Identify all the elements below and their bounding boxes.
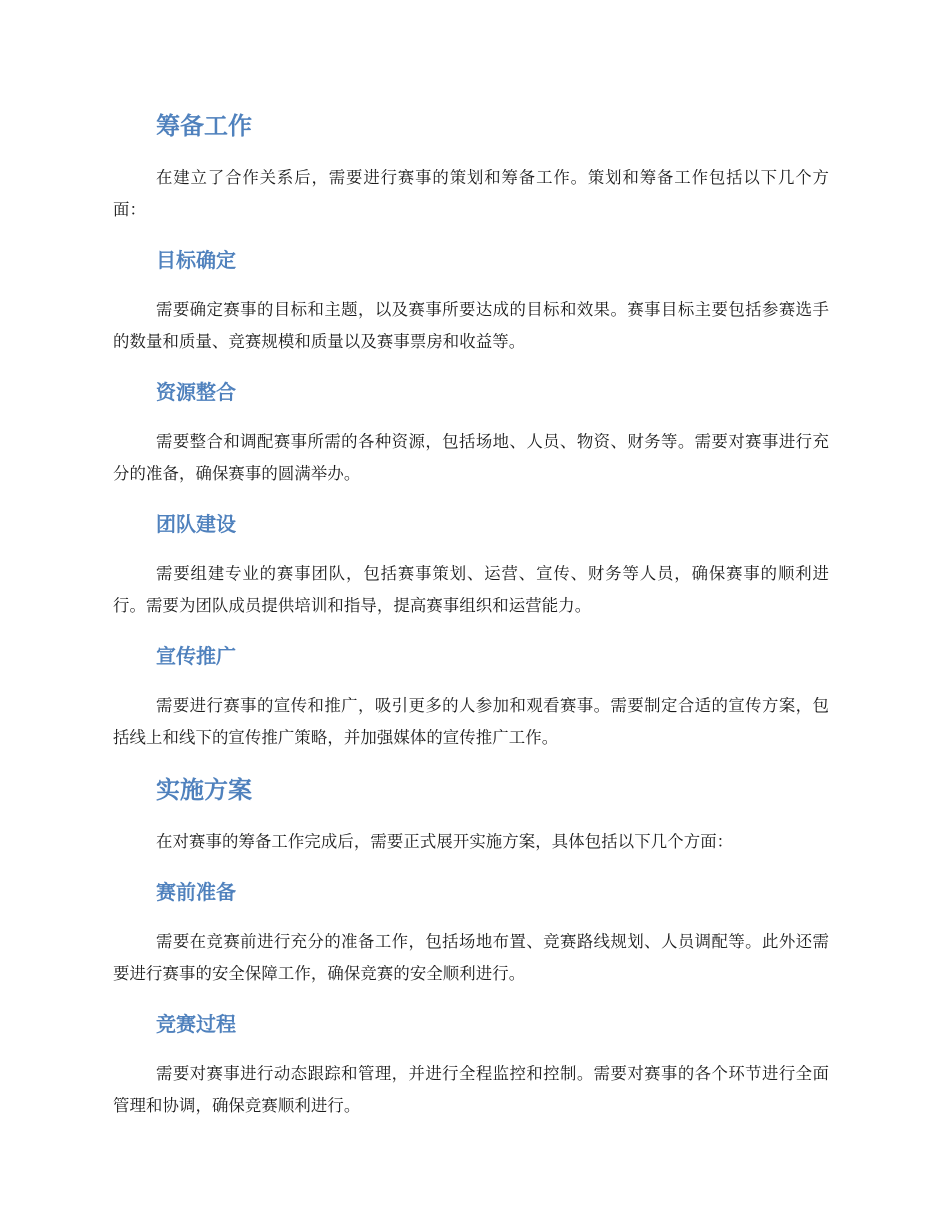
subsection-text-pre-race: 需要在竞赛前进行充分的准备工作，包括场地布置、竞赛路线规划、人员调配等。此外还需要进行赛事的安全保障工作，确保竞赛的安全顺利进行。 — [113, 932, 829, 983]
subsection-title-race-process: 竞赛过程 — [156, 1012, 236, 1036]
subsection-title-team: 团队建设 — [156, 512, 236, 536]
subsection-title-pre-race: 赛前准备 — [156, 880, 236, 904]
subsection-text-goal: 需要确定赛事的目标和主题，以及赛事所要达成的目标和效果。赛事目标主要包括参赛选手的数量和质量、竞赛规模和质量以及赛事票房和收益等。 — [113, 300, 829, 351]
subsection-text-team: 需要组建专业的赛事团队，包括赛事策划、运营、宣传、财务等人员，确保赛事的顺利进行。需要为团队成员提供培训和指导，提高赛事组织和运营能力。 — [113, 564, 829, 615]
document-body — [113, 104, 829, 1122]
section-intro-implementation: 在对赛事的筹备工作完成后，需要正式展开实施方案，具体包括以下几个方面： — [156, 832, 734, 851]
section-title-implementation: 实施方案 — [156, 776, 252, 804]
subsection-title-resources: 资源整合 — [156, 380, 236, 404]
subsection-title-goal: 目标确定 — [156, 248, 236, 272]
section-title-preparation: 筹备工作 — [156, 112, 252, 140]
subsection-text-resources: 需要整合和调配赛事所需的各种资源，包括场地、人员、物资、财务等。需要对赛事进行充分的准备，确保赛事的圆满举办。 — [113, 432, 829, 483]
section-intro-preparation: 在建立了合作关系后，需要进行赛事的策划和筹备工作。策划和筹备工作包括以下几个方面： — [113, 168, 829, 219]
subsection-text-race-process: 需要对赛事进行动态跟踪和管理，并进行全程监控和控制。需要对赛事的各个环节进行全面管理和协调，确保竞赛顺利进行。 — [113, 1064, 829, 1115]
subsection-title-promotion: 宣传推广 — [156, 644, 236, 668]
subsection-text-promotion: 需要进行赛事的宣传和推广，吸引更多的人参加和观看赛事。需要制定合适的宣传方案，包括线上和线下的宣传推广策略，并加强媒体的宣传推广工作。 — [113, 696, 829, 747]
